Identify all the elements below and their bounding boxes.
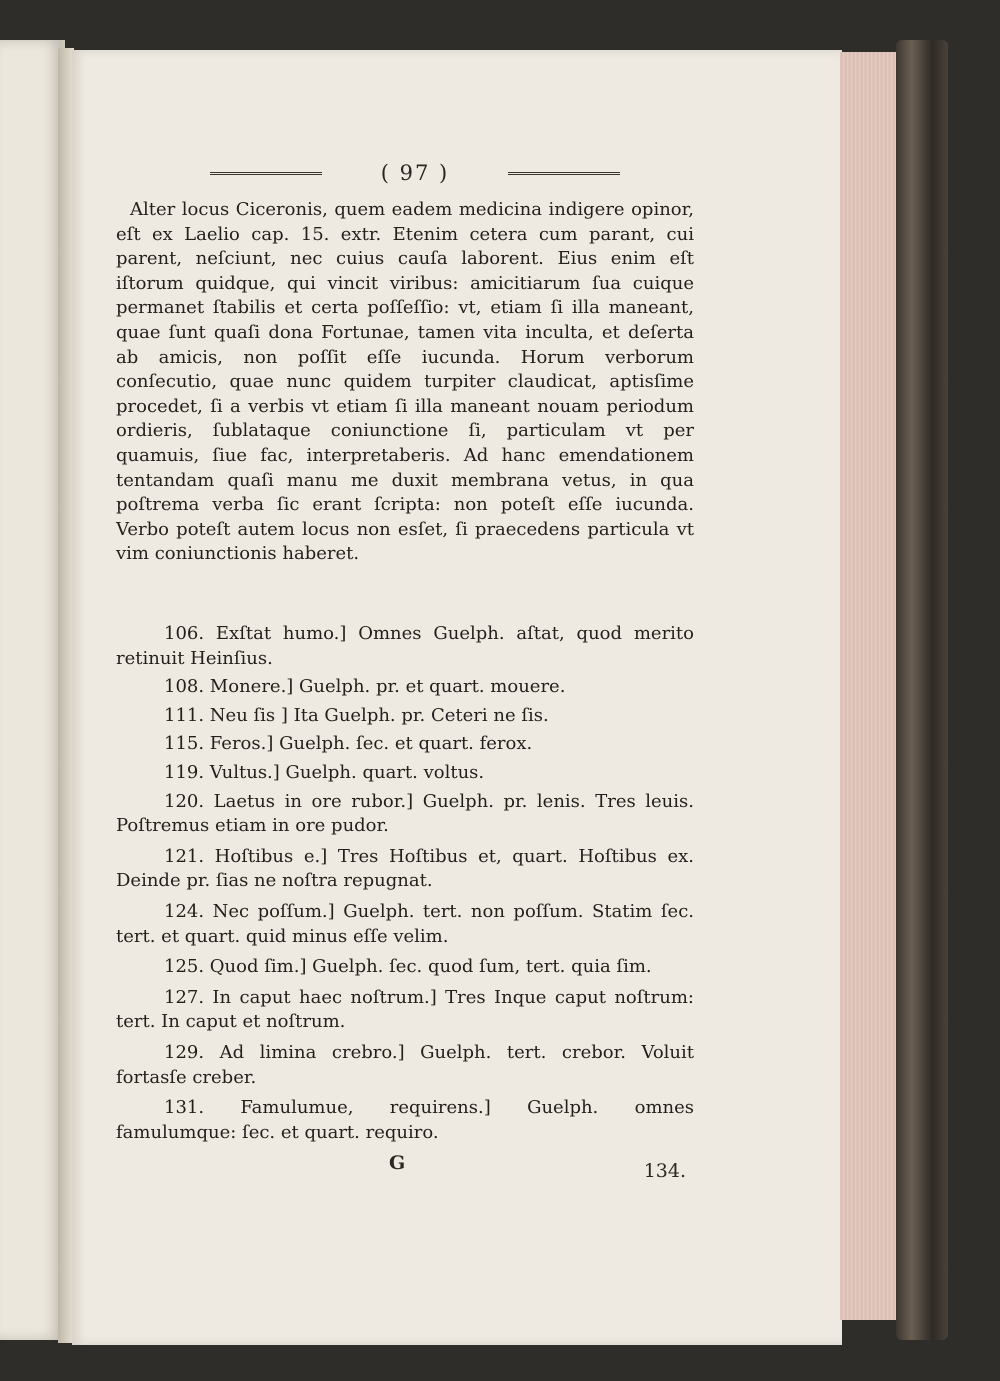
note-119: 119. Vultus.] Guelph. quart. voltus. (164, 761, 485, 783)
note-120: 120. Laetus in ore rubor.] Guelph. pr. lenis. Tres leuis. Poſtremus etiam in ore pudor. (116, 790, 694, 837)
page-number: ( 97 ) (380, 161, 450, 185)
main-paragraph: Alter locus Ciceronis, quem eadem medicina indigere opinor, eſt ex Laelio cap. 15. extr. Etenim cetera cum parant, cui parent, neſciunt, nec cuius cauſa laborent. Eius enim eſt iſtorum quidque, qui vincit viribus: amicitiarum ſua cuique permanet ſtabilis et certa poſſeſſio: vt, etiam ſi illa maneant, quae ſunt quaſi dona Fortunae, tamen vita inculta, et deſerta ab amicis, non poſſit eſſe iucunda. Horum verborum conſecutio, quae nunc quidem turpiter claudicat, aptisſime procedet, ſi a verbis vt etiam ſi illa maneant nouam periodum ordieris, ſublataque coniunctione ſi, particulam vt per quamuis, ſiue fac, interpretaberis. Ad hanc emendationem tentandam quaſi manu me duxit membrana vetus, in qua poſtrema verba ſic erant ſcripta: non poteſt eſſe iucunda. Verbo poteſt autem locus non esſet, ſi praecedens particula vt vim coniunctionis haberet. (116, 199, 694, 565)
header-rule-right (508, 172, 620, 175)
book-spine (896, 40, 948, 1340)
main-text (116, 198, 694, 567)
note-124: 124. Nec poſſum.] Guelph. tert. non poſſum. Statim ſec. tert. et quart. quid minus eſſe velim. (116, 900, 694, 947)
note-121: 121. Hoſtibus e.] Tres Hoſtibus et, quart. Hoſtibus ex. Deinde pr. ſias ne noſtra repugnat. (116, 845, 694, 892)
page-header (210, 158, 620, 188)
page-block-edge (840, 52, 902, 1320)
page-footer (116, 1152, 686, 1184)
catchword: 134. (643, 1160, 686, 1182)
left-page-edge (0, 40, 65, 1340)
note-127: 127. In caput haec noſtrum.] Tres Inque caput noſtrum: tert. In caput et noſtrum. (116, 986, 694, 1033)
note-131: 131. Famulumue, requirens.] Guelph. omnes famulumque: ſec. et quart. requiro. (116, 1097, 694, 1143)
note-111: 111. Neu ſis ] Ita Guelph. pr. Ceteri ne ſis. (164, 704, 549, 726)
note-125: 125. Quod ſim.] Guelph. ſec. quod ſum, tert. quia ſim. (164, 956, 652, 978)
note-129: 129. Ad limina crebro.] Guelph. tert. crebor. Voluit fortasſe creber. (116, 1041, 694, 1088)
note-106: 106. Exſtat humo.] Omnes Guelph. aſtat, quod merito retinuit Heinſius. (116, 623, 694, 669)
header-rule-left (210, 172, 322, 175)
signature-mark: G (389, 1152, 406, 1174)
note-108: 108. Monere.] Guelph. pr. et quart. mouere. (164, 676, 566, 698)
note-115: 115. Feros.] Guelph. ſec. et quart. ferox. (164, 733, 533, 755)
notes-list (116, 622, 694, 1145)
